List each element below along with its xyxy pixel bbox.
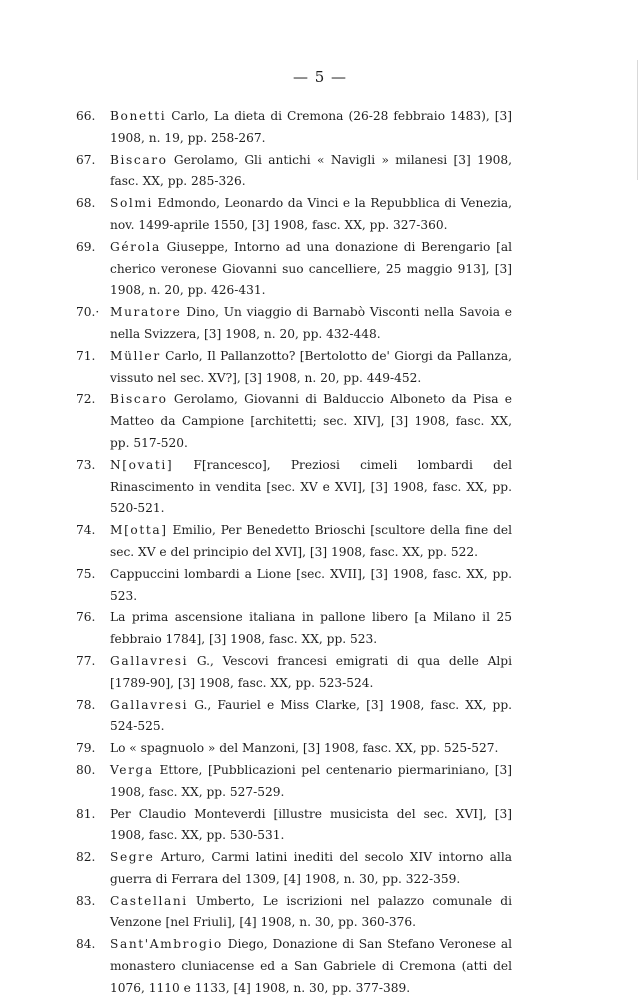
entry-76 [76, 607, 512, 651]
entry-number: 74. [76, 523, 96, 538]
entry-author: Gallavresi [110, 653, 189, 668]
entry-number: 83. [76, 893, 96, 908]
entry-number: 79. [76, 741, 96, 756]
entry-text: Edmondo, Leonardo da Vinci e la Repubblica di Venezia, nov. 1499-aprile 1550, [3] 1908, fasc. XX, pp. 327-360. [110, 196, 512, 232]
entry-75 [76, 564, 512, 608]
entry-number: 81. [76, 806, 96, 821]
entry-83 [76, 891, 512, 935]
entry-text: F[rancesco], Preziosi cimeli lombardi del Rinascimento in vendita [sec. XV e XVI], [3] 1908, fasc. XX, pp. 520-521. [110, 457, 512, 516]
entry-author: Solmi [110, 196, 154, 211]
entry-text: Carlo, La dieta di Cremona (26-28 febbraio 1483), [3] 1908, n. 19, pp. 258-267. [110, 109, 512, 145]
page-edge-shadow [637, 60, 638, 180]
entry-number: 67. [76, 152, 96, 167]
entry-number: 78. [76, 697, 96, 712]
entry-text: Cappuccini lombardi a Lione [sec. XVII], [3] 1908, fasc. XX, pp. 523. [110, 566, 512, 603]
entry-82 [76, 847, 512, 891]
entry-71 [76, 346, 512, 390]
bibliography-list [76, 106, 512, 1000]
entry-author: Müller [110, 348, 161, 363]
entry-text: Dino, Un viaggio di Barnabò Visconti nella Savoia e nella Svizzera, [3] 1908, n. 20, pp. 432-448. [110, 305, 512, 341]
entry-text: Arturo, Carmi latini inediti del secolo XIV intorno alla guerra di Ferrara del 1309, [4] 1908, n. 30, pp. 322-359. [110, 850, 512, 886]
entry-66 [76, 106, 512, 150]
entry-author: Segre [110, 850, 155, 865]
entry-number: 80. [76, 762, 96, 777]
entry-number: 77. [76, 653, 96, 668]
entry-72 [76, 389, 512, 454]
entry-69 [76, 237, 512, 302]
entry-author: Gérola [110, 239, 161, 254]
entry-number: 73. [76, 457, 96, 472]
entry-68 [76, 193, 512, 237]
entry-author: Gallavresi [110, 697, 189, 712]
entry-number: 70.· [76, 305, 100, 320]
entry-73 [76, 455, 512, 520]
entry-text: Giuseppe, Intorno ad una donazione di Berengario [al cherico veronese Giovanni suo cancelliere, 25 maggio 913], [3] 1908, n. 20, pp. 426-431. [110, 239, 512, 298]
entry-70 [76, 302, 512, 346]
entry-text: Lo « spagnuolo » del Manzoni, [3] 1908, fasc. XX, pp. 525-527. [110, 741, 499, 756]
entry-author: Verga [110, 762, 154, 777]
entry-78 [76, 695, 512, 739]
entry-81 [76, 804, 512, 848]
entry-text: Gerolamo, Gli antichi « Navigli » milanesi [3] 1908, fasc. XX, pp. 285-326. [110, 152, 512, 189]
entry-text: Per Claudio Monteverdi [illustre musicista del sec. XVI], [3] 1908, fasc. XX, pp. 530-531. [110, 806, 512, 843]
entry-author: M[otta] [110, 523, 168, 538]
entry-text: Ettore, [Pubblicazioni pel centenario piermariniano, [3] 1908, fasc. XX, pp. 527-529. [110, 762, 512, 799]
entry-number: 71. [76, 348, 96, 363]
entry-84 [76, 934, 512, 999]
entry-author: Biscaro [110, 392, 168, 407]
entry-74 [76, 520, 512, 564]
entry-number: 75. [76, 566, 96, 581]
entry-text: La prima ascensione italiana in pallone libero [a Milano il 25 febbraio 1784], [3] 1908, fasc. XX, pp. 523. [110, 610, 512, 647]
entry-number: 82. [76, 850, 96, 865]
entry-author: Muratore [110, 305, 182, 320]
entry-number: 76. [76, 610, 96, 625]
entry-number: 69. [76, 239, 96, 254]
entry-80 [76, 760, 512, 804]
entry-number: 72. [76, 392, 96, 407]
entry-text: Emilio, Per Benedetto Brioschi [scultore della fine del sec. XV e del principio del XVI], [3] 1908, fasc. XX, pp. 522. [110, 523, 512, 559]
entry-author: Biscaro [110, 152, 168, 167]
entry-text: Umberto, Le iscrizioni nel palazzo comunale di Venzone [nel Friuli], [4] 1908, n. 30, pp. 360-376. [110, 893, 512, 930]
entry-number: 66. [76, 109, 96, 123]
entry-number: 84. [76, 937, 96, 952]
entry-text: Gerolamo, Giovanni di Balduccio Alboneto da Pisa e Matteo da Campione [architetti; sec. XIV], [3] 1908, fasc. XX, pp. 517-520. [110, 392, 512, 450]
entry-67 [76, 150, 512, 194]
entry-author: Castellani [110, 893, 188, 908]
entry-79 [76, 738, 512, 760]
page-number: — 5 — [292, 68, 348, 86]
entry-text: Diego, Donazione di San Stefano Veronese al monastero cluniacense ed a San Gabriele di Cremona (atti del 1076, 1110 e 1133, [4] 1908, n. 30, pp. 377-389. [110, 937, 512, 995]
entry-text: Carlo, Il Pallanzotto? [Bertolotto de' Giorgi da Pallanza, vissuto nel sec. XV?], [3] 1908, n. 20, pp. 449-452. [110, 348, 512, 385]
entry-author: Sant'Ambrogio [110, 937, 223, 952]
entry-author: N[ovati] [110, 457, 174, 472]
entry-text: G., Vescovi francesi emigrati di qua delle Alpi [1789-90], [3] 1908, fasc. XX, pp. 523-524. [110, 653, 512, 690]
entry-text: G., Fauriel e Miss Clarke, [3] 1908, fasc. XX, pp. 524-525. [110, 697, 512, 734]
entry-number: 68. [76, 196, 96, 211]
entry-author: Bonetti [110, 109, 167, 123]
entry-77 [76, 651, 512, 695]
